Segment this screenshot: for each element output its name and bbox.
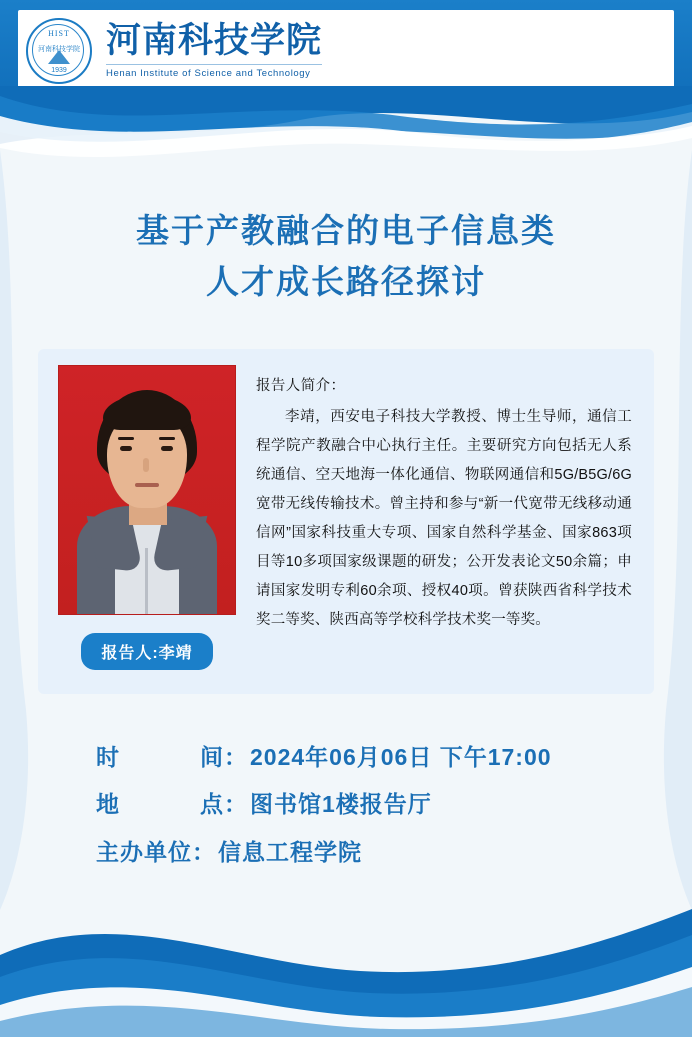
portrait-fringe — [103, 396, 191, 430]
speaker-name-badge: 报告人:李靖 — [81, 633, 212, 670]
logo-badge-top: HIST — [48, 29, 70, 38]
logo-name-en: Henan Institute of Science and Technology — [106, 64, 322, 79]
portrait-placket — [145, 548, 148, 614]
event-sponsor-value: 信息工程学院 — [218, 838, 362, 865]
event-place-value: 图书馆1楼报告厅 — [250, 791, 432, 818]
event-sponsor-colon: ： — [192, 838, 216, 865]
logo-text — [106, 23, 322, 79]
speaker-bio-text — [240, 365, 638, 635]
portrait-eye-left — [120, 446, 132, 451]
portrait-mouth — [135, 483, 159, 487]
speaker-portrait — [58, 365, 236, 615]
page-title — [40, 205, 652, 307]
speaker-bio-card — [38, 349, 654, 694]
title-line-1: 基于产教融合的电子信息类 — [136, 212, 556, 249]
event-time-label — [96, 734, 224, 781]
logo-name-cn: 河南科技学院 — [106, 21, 323, 61]
institution-logo — [26, 18, 322, 84]
title-line-2: 人才成长路径探讨 — [206, 263, 486, 301]
event-time-label-char2: 间 — [200, 744, 224, 771]
event-time-colon: ： — [224, 744, 248, 771]
event-time-label-char1: 时 — [96, 744, 120, 771]
speaker-photo-column — [54, 365, 240, 670]
event-place-label-char1: 地 — [96, 791, 120, 818]
bio-paragraph: 李靖，西安电子科技大学教授、博士生导师，通信工程学院产教融合中心执行主任。主要研究方向包括无人系统通信、空天地海一体化通信、物联网通信和5G/B5G/6G宽带无线传输技术。曾主持和参与“新一代宽带无线移动通信网”国家科技重大专项、国家自然科学基金、国家863项目等10多项国家级课题的研发；公开发表论文50余篇；申请国家发明专利60余项、授权40项。曾获陕西省科学技术奖二等奖、陕西高等学校科学技术奖一等奖。 — [256, 408, 632, 628]
event-details — [0, 734, 692, 875]
event-sponsor-label: 主办单位 — [96, 838, 192, 865]
logo-badge-cn: 河南科技学院 — [38, 46, 80, 53]
portrait-brow-right — [159, 437, 175, 440]
portrait-eye-right — [161, 446, 173, 451]
event-place-colon: ： — [224, 791, 248, 818]
logo-emblem-icon — [26, 18, 92, 84]
portrait-brow-left — [118, 437, 134, 440]
event-place-label — [96, 781, 224, 828]
event-place-row — [96, 781, 692, 828]
poster-content — [0, 150, 692, 876]
bio-label: 报告人简介： — [256, 378, 346, 395]
logo-badge-year: 1939 — [51, 67, 67, 74]
event-time-row — [96, 734, 692, 781]
portrait-nose — [143, 458, 149, 472]
event-sponsor-row — [96, 829, 692, 876]
event-place-label-char2: 点 — [200, 791, 224, 818]
event-time-value: 2024年06月06日 下午17:00 — [250, 744, 552, 771]
